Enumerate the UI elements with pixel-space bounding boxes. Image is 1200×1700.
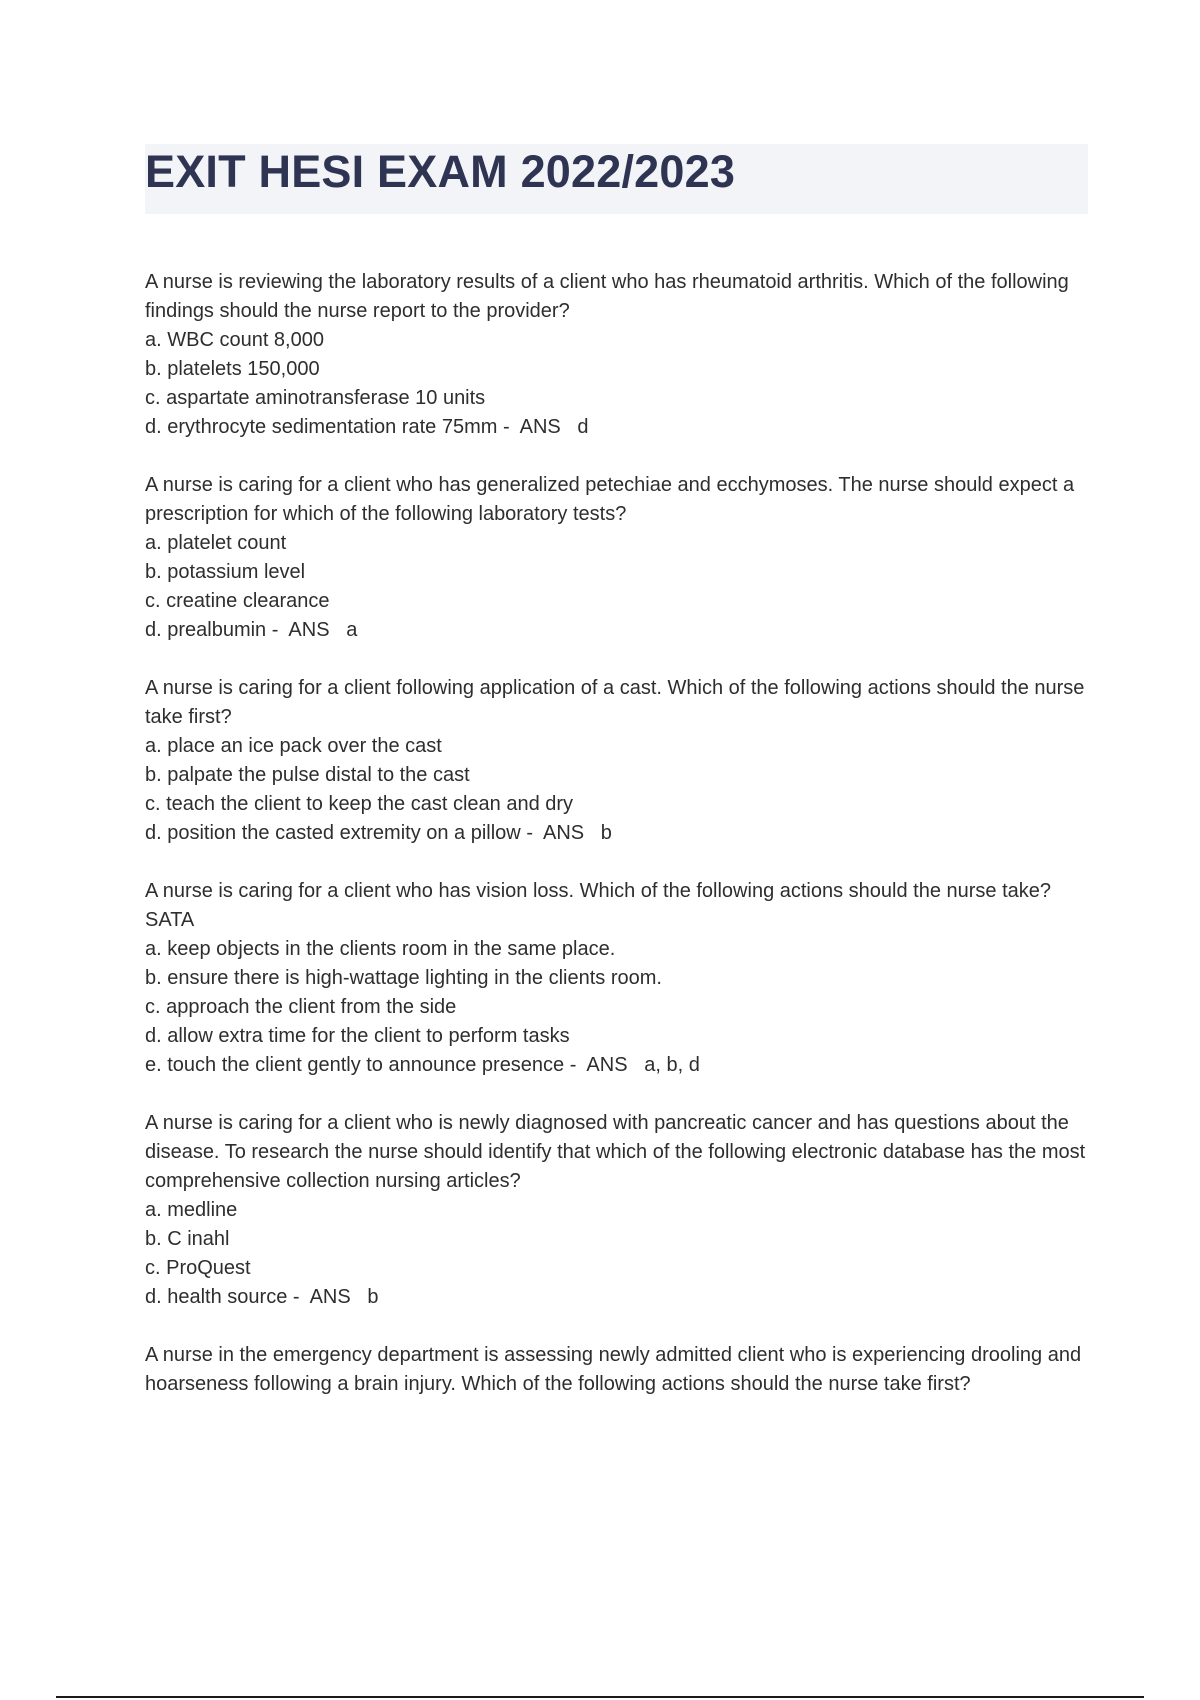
option-d: d. position the casted extremity on a pillow - ANS b — [145, 822, 612, 844]
option-d: d. allow extra time for the client to perform tasks — [145, 1025, 570, 1047]
answer-value: a, b, d — [644, 1054, 700, 1076]
answer-label: ANS — [543, 822, 585, 844]
option-c: c. aspartate aminotransferase 10 units — [145, 387, 486, 409]
option-a: a. keep objects in the clients room in the same place. — [145, 938, 616, 960]
option-b: b. C inahl — [145, 1228, 230, 1250]
answer-value: d — [577, 416, 589, 438]
option-a: a. medline — [145, 1199, 238, 1221]
option-d: d. health source - ANS b — [145, 1286, 379, 1308]
option-b: b. potassium level — [145, 561, 306, 583]
option-b: b. platelets 150,000 — [145, 358, 320, 380]
question-stem: A nurse in the emergency department is assessing newly admitted client who is experiencing drooling and hoarseness following a brain injury. Which of the following actions should the nurse take first? — [145, 1344, 1082, 1395]
option-d: d. prealbumin - ANS a — [145, 619, 358, 641]
option-list — [145, 1196, 1095, 1312]
question-3 — [145, 674, 1095, 848]
option-c: c. ProQuest — [145, 1257, 251, 1279]
option-b: b. palpate the pulse distal to the cast — [145, 764, 470, 786]
question-stem: A nurse is caring for a client who has generalized petechiae and ecchymoses. The nurse should expect a prescription for which of the following laboratory tests? — [145, 474, 1075, 525]
option-list — [145, 732, 1095, 848]
option-text: e. touch the client gently to announce presence — [145, 1054, 565, 1076]
option-c: c. approach the client from the side — [145, 996, 457, 1018]
question-6 — [145, 1341, 1095, 1399]
answer-label: ANS — [309, 1286, 351, 1308]
option-text: d. health source — [145, 1286, 288, 1308]
footer-rule — [56, 1696, 1144, 1698]
question-4 — [145, 877, 1095, 1080]
answer-label: ANS — [586, 1054, 628, 1076]
question-5 — [145, 1109, 1095, 1312]
answer-value: a — [346, 619, 358, 641]
question-stem: A nurse is caring for a client who has vision loss. Which of the following actions should the nurse take? SATA — [145, 880, 1052, 931]
option-a: a. platelet count — [145, 532, 287, 554]
option-d: d. erythrocyte sedimentation rate 75mm - ANS d — [145, 416, 589, 438]
answer-label: ANS — [288, 619, 330, 641]
option-text: d. prealbumin — [145, 619, 267, 641]
answer-value: b — [367, 1286, 379, 1308]
option-b: b. ensure there is high-wattage lighting in the clients room. — [145, 967, 662, 989]
question-stem: A nurse is caring for a client who is newly diagnosed with pancreatic cancer and has questions about the disease. To research the nurse should identify that which of the following electronic database has the most comprehensive collection nursing articles? — [145, 1112, 1086, 1192]
question-list — [145, 268, 1095, 1428]
answer-value: b — [600, 822, 612, 844]
question-1 — [145, 268, 1095, 442]
question-stem: A nurse is caring for a client following application of a cast. Which of the following actions should the nurse take first? — [145, 677, 1085, 728]
option-list — [145, 529, 1095, 645]
option-text: d. erythrocyte sedimentation rate 75mm — [145, 416, 498, 438]
answer-label: ANS — [519, 416, 561, 438]
option-a: a. place an ice pack over the cast — [145, 735, 442, 757]
option-list — [145, 326, 1095, 442]
document-title: EXIT HESI EXAM 2022/2023 — [145, 146, 736, 197]
option-text: d. position the casted extremity on a pillow — [145, 822, 521, 844]
question-stem: A nurse is reviewing the laboratory results of a client who has rheumatoid arthritis. Which of the following findings should the nurse report to the provider? — [145, 271, 1069, 322]
option-c: c. teach the client to keep the cast clean and dry — [145, 793, 574, 815]
option-a: a. WBC count 8,000 — [145, 329, 324, 351]
option-c: c. creatine clearance — [145, 590, 330, 612]
option-list — [145, 935, 1095, 1080]
question-2 — [145, 471, 1095, 645]
option-e: e. touch the client gently to announce presence - ANS a, b, d — [145, 1054, 700, 1076]
